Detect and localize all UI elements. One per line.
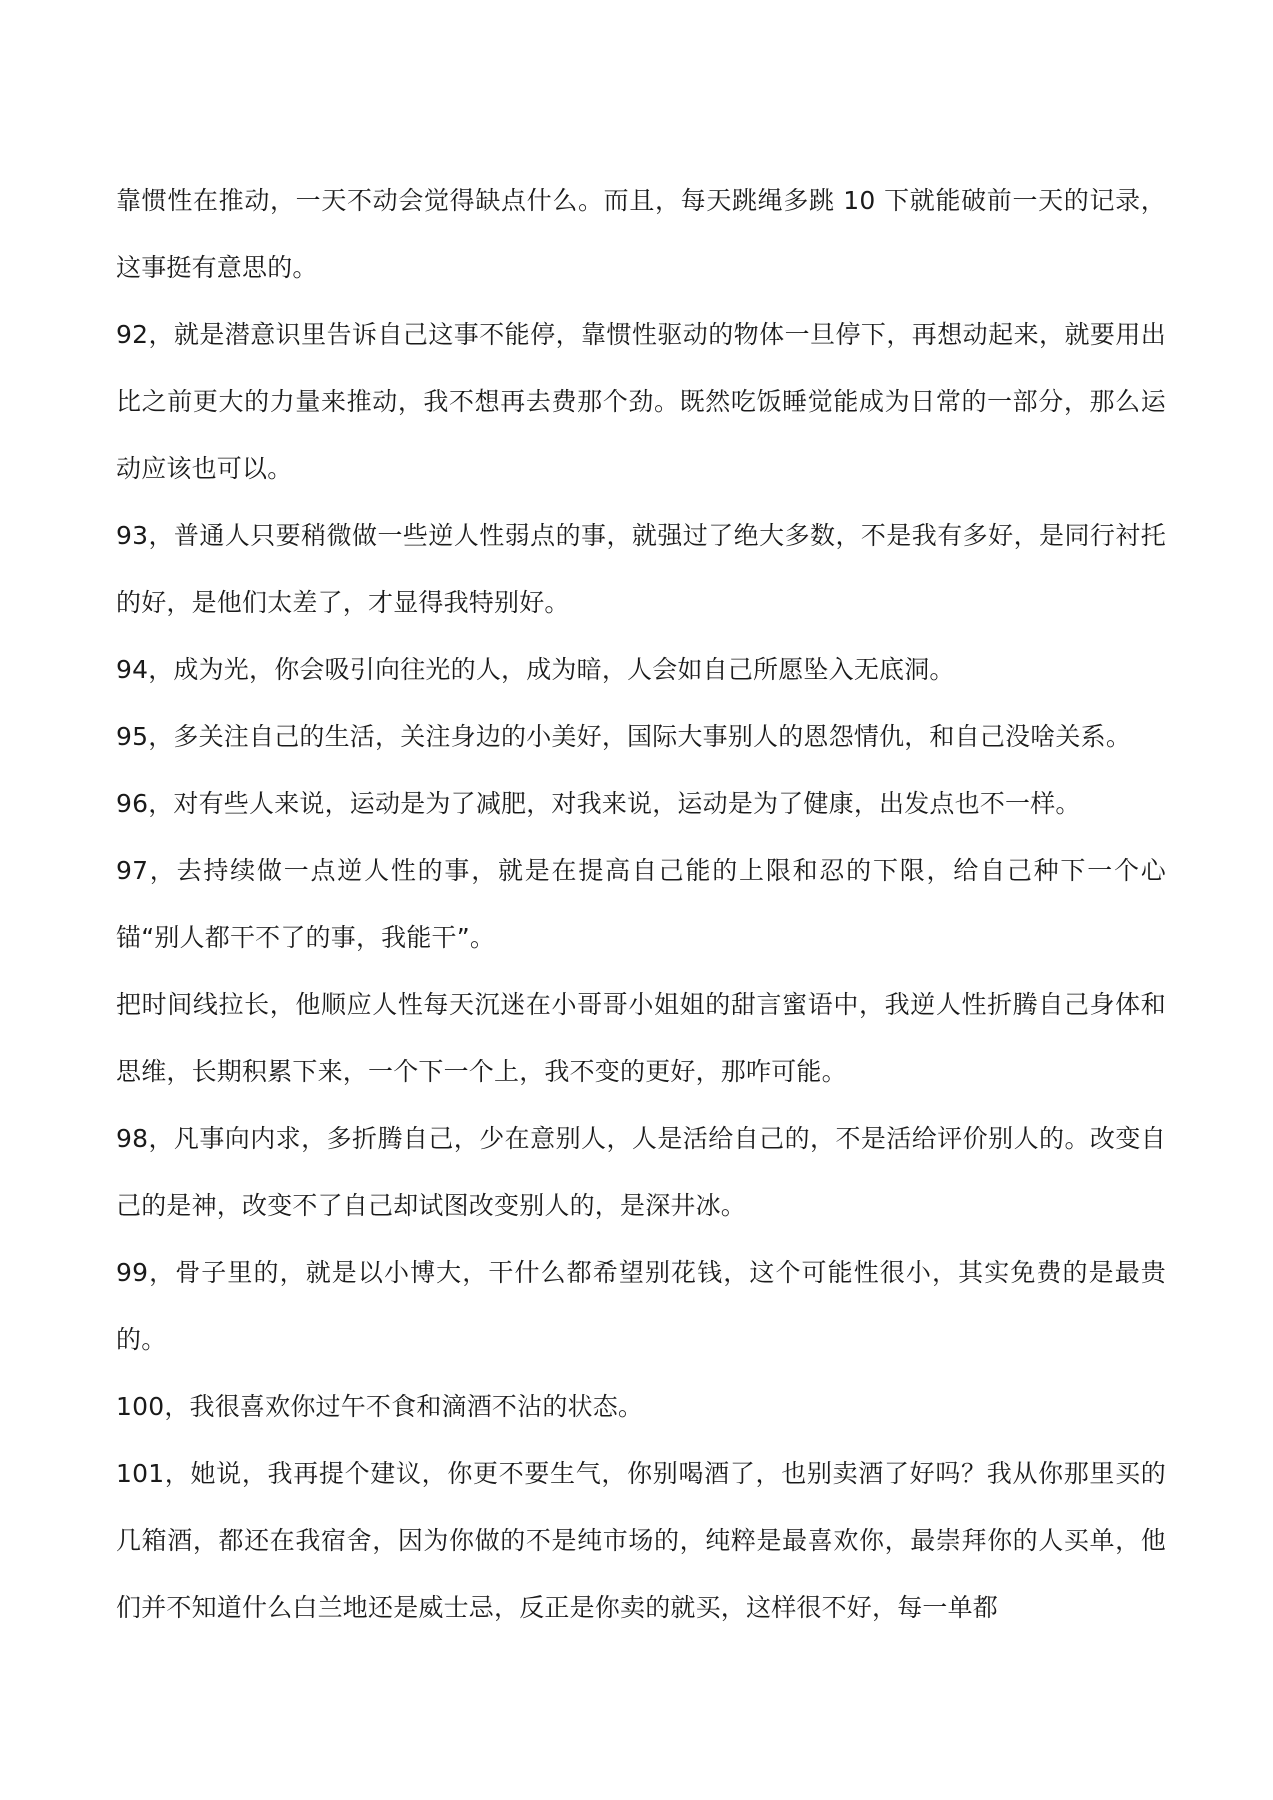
paragraph: 98，凡事向内求，多折腾自己，少在意别人，人是活给自己的，不是活给评价别人的。改变自己的是神，改变不了自己却试图改变别人的，是深井冰。	[116, 1124, 1166, 1220]
paragraph: 94，成为光，你会吸引向往光的人，成为暗，人会如自己所愿坠入无底洞。	[116, 655, 955, 684]
paragraph: 96，对有些人来说，运动是为了减肥，对我来说，运动是为了健康，出发点也不一样。	[116, 789, 1081, 818]
paragraph: 99，骨子里的，就是以小博大，干什么都希望别花钱，这个可能性很小，其实免费的是最贵的。	[116, 1258, 1166, 1354]
paragraph: 95，多关注自己的生活，关注身边的小美好，国际大事别人的恩怨情仇，和自己没啥关系。	[116, 722, 1132, 751]
paragraph: 97，去持续做一点逆人性的事，就是在提高自己能的上限和忍的下限，给自己种下一个心锚“别人都干不了的事，我能干”。	[116, 856, 1166, 952]
paragraph: 92，就是潜意识里告诉自己这事不能停，靠惯性驱动的物体一旦停下，再想动起来，就要用出比之前更大的力量来推动，我不想再去费那个劲。既然吃饭睡觉能成为日常的一部分，那么运动应该也可以。	[116, 320, 1166, 483]
paragraph: 靠惯性在推动，一天不动会觉得缺点什么。而且，每天跳绳多跳 10 下就能破前一天的记录，这事挺有意思的。	[116, 186, 1166, 282]
paragraph: 100，我很喜欢你过午不食和滴酒不沾的状态。	[116, 1392, 644, 1421]
paragraph: 93，普通人只要稍微做一些逆人性弱点的事，就强过了绝大多数，不是我有多好，是同行衬托的好，是他们太差了，才显得我特别好。	[116, 521, 1166, 617]
paragraph: 101，她说，我再提个建议，你更不要生气，你别喝酒了，也别卖酒了好吗？我从你那里买的几箱酒，都还在我宿舍，因为你做的不是纯市场的，纯粹是最喜欢你，最崇拜你的人买单，他们并不知道什么白兰地还是威士忌，反正是你卖的就买，这样很不好，每一单都	[116, 1459, 1166, 1622]
document-body	[116, 167, 1166, 1641]
paragraph: 把时间线拉长，他顺应人性每天沉迷在小哥哥小姐姐的甜言蜜语中，我逆人性折腾自己身体和思维，长期积累下来，一个下一个上，我不变的更好，那咋可能。	[116, 990, 1166, 1086]
